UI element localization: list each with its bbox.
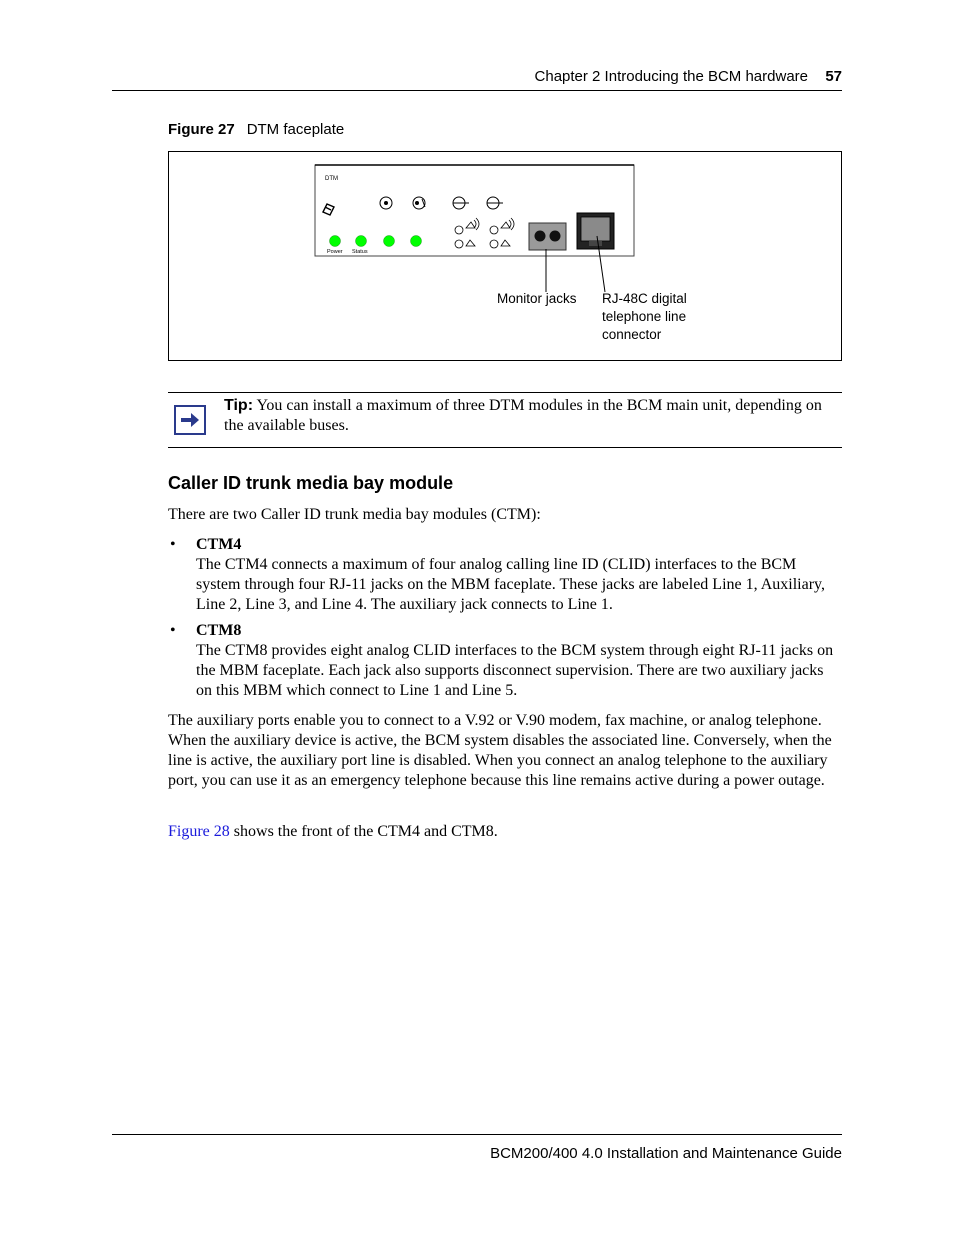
- figure-label: Figure 27: [168, 121, 235, 138]
- section-heading: Caller ID trunk media bay module: [168, 473, 454, 493]
- monitor-jacks-label: Monitor jacks: [497, 291, 577, 306]
- bullet-dot: •: [170, 536, 176, 553]
- page-number: 57: [825, 68, 842, 85]
- power-label: Power: [327, 249, 343, 255]
- rj48c-label-line3: connector: [602, 327, 662, 342]
- bullet-body: The CTM4 connects a maximum of four analog calling line ID (CLID) interfaces to the BCM system through four RJ-11 jacks on the MBM faceplate. These jacks are labeled Line 1, Auxiliary, Line 2, Line 3, and Line 4. The auxiliary jack connects to Line 1.: [196, 556, 826, 613]
- page-header: [112, 66, 842, 91]
- dtm-faceplate-diagram: [169, 152, 841, 360]
- page-footer: [112, 1134, 842, 1162]
- guide-title: BCM200/400 4.0 Installation and Maintenance Guide: [490, 1145, 842, 1162]
- figure-reference-paragraph: [168, 822, 842, 842]
- auxiliary-paragraph: The auxiliary ports enable you to connect to a V.92 or V.90 modem, fax machine, or analog telephone. When the auxiliary device is active, the BCM system disables the associated line. Conversely, when the line is active, the auxiliary port line is disabled. When you connect an analog telephone to the auxiliary port, you can use it as an emergency telephone because this line remains active during a power outage.: [168, 712, 832, 789]
- status-label: Status: [352, 249, 368, 255]
- rj48c-label-line1: RJ-48C digital: [602, 291, 687, 306]
- tip-box: [168, 392, 842, 448]
- led-4: [411, 236, 422, 247]
- chapter-title: Chapter 2 Introducing the BCM hardware: [534, 68, 808, 85]
- module-name-label: DTM: [325, 176, 338, 182]
- led-3: [384, 236, 395, 247]
- bullet-title: CTM4: [196, 536, 242, 553]
- right-arrow-icon: [174, 405, 206, 435]
- tip-label: Tip:: [224, 397, 254, 414]
- bullet-body: The CTM8 provides eight analog CLID interfaces to the BCM system through eight RJ-11 jacks on the MBM faceplate. Each jack also supports disconnect supervision. There are two auxiliary jacks on this MBM which connect to Line 1 and Line 5.: [196, 642, 834, 699]
- figure-caption: [168, 121, 344, 138]
- tip-body: You can install a maximum of three DTM modules in the BCM main unit, depending on the available buses.: [224, 397, 822, 434]
- rj48c-label-line2: telephone line: [602, 309, 687, 324]
- power-led: [330, 236, 341, 247]
- bullet-dot: •: [170, 622, 176, 639]
- tip-text: [224, 396, 840, 436]
- figure-frame: [168, 151, 842, 361]
- intro-paragraph: There are two Caller ID trunk media bay modules (CTM):: [168, 506, 541, 523]
- figure-28-link[interactable]: Figure 28: [168, 823, 230, 840]
- figure-title: DTM faceplate: [246, 121, 345, 138]
- bullet-title: CTM8: [196, 622, 242, 639]
- status-led: [356, 236, 367, 247]
- figure-reference-text: shows the front of the CTM4 and CTM8.: [229, 823, 498, 840]
